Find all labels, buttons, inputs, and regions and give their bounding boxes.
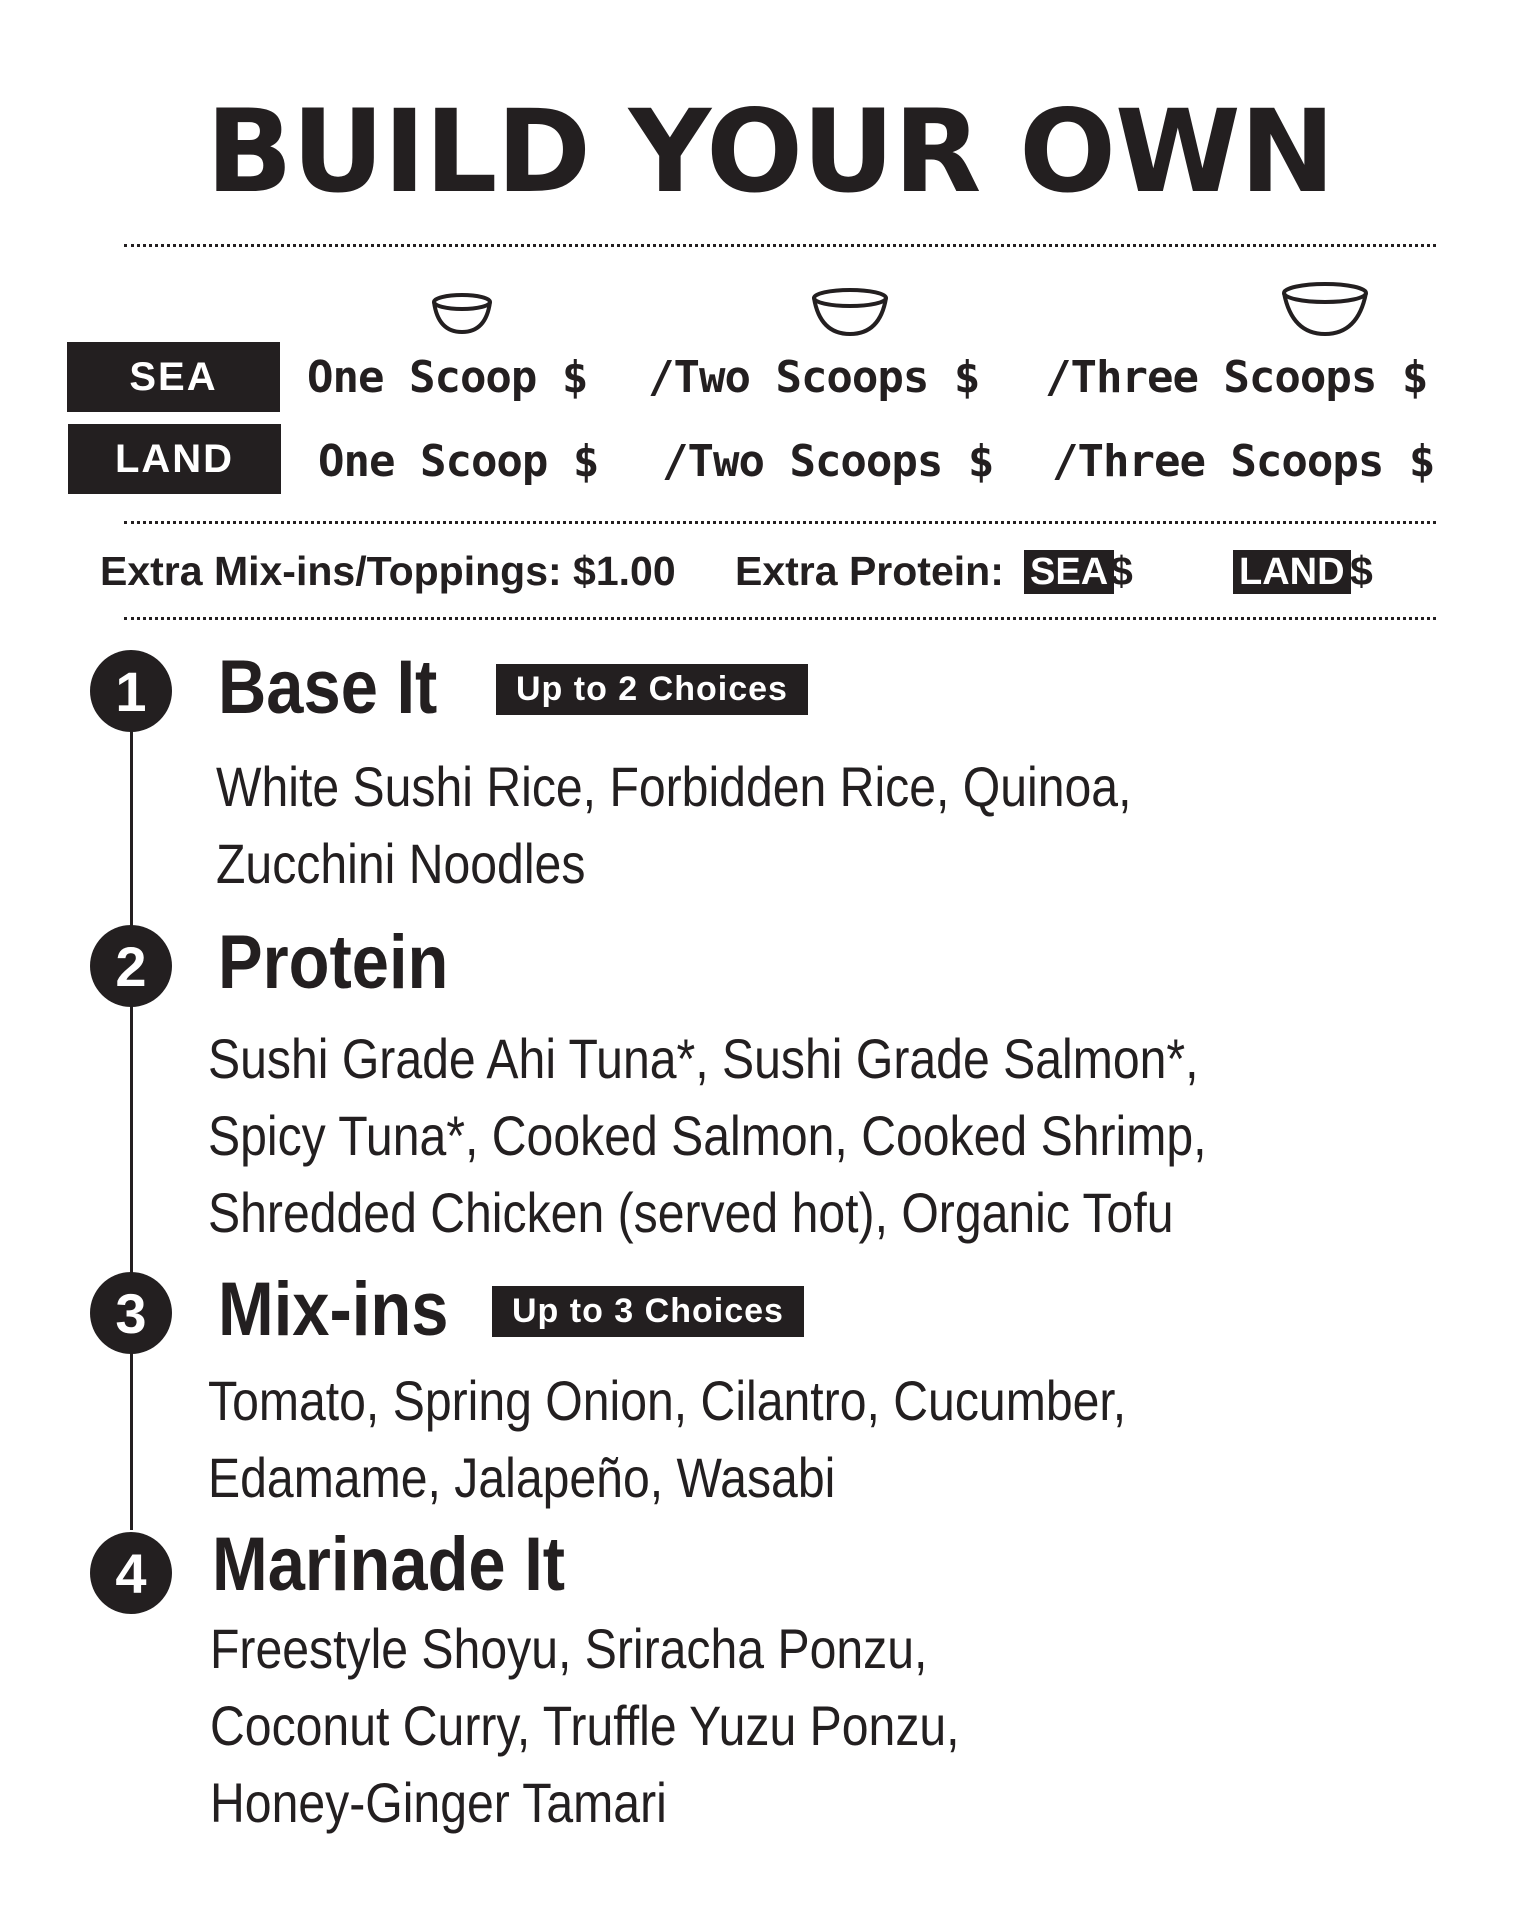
sea-two-scoops-price: /Two Scoops $ [648,352,980,403]
step-2-title: Protein [218,920,449,1005]
step-3-choices-badge: Up to 3 Choices [492,1286,804,1337]
divider [124,617,1436,620]
land-two-scoops-price: /Two Scoops $ [662,436,994,487]
divider [124,521,1436,524]
step-4-number: 4 [90,1532,172,1614]
step-2-number: 2 [90,925,172,1007]
step-1-items: White Sushi Rice, Forbidden Rice, Quinoa, Zucchini Noodles [216,755,1132,895]
step-3-number: 3 [90,1272,172,1354]
step-3-title: Mix-ins [218,1267,449,1352]
step-1-title: Base It [218,645,438,730]
land-one-scoop-price: One Scoop $ [318,436,599,487]
small-bowl-icon [430,292,494,336]
extra-protein-land-price: $ [1350,548,1373,594]
extra-protein-label: Extra Protein: [735,548,1004,594]
extra-protein-land-chip: LAND [1233,550,1351,594]
land-label: LAND [68,424,281,494]
extra-protein-sea-chip: SEA [1024,550,1114,594]
sea-three-scoops-price: /Three Scoops $ [1045,352,1428,403]
page-title: BUILD YOUR OWN [205,85,1335,218]
step-4-title: Marinade It [212,1522,566,1607]
large-bowl-icon [1280,280,1370,338]
sea-label: SEA [67,342,280,412]
sea-one-scoop-price: One Scoop $ [307,352,588,403]
step-2-items: Sushi Grade Ahi Tuna*, Sushi Grade Salmon*, Spicy Tuna*, Cooked Salmon, Cooked Shrimp, Shredded Chicken (served hot), Organic Tofu [208,1027,1207,1244]
step-1-choices-badge: Up to 2 Choices [496,664,808,715]
land-three-scoops-price: /Three Scoops $ [1052,436,1435,487]
step-4-items: Freestyle Shoyu, Sriracha Ponzu, Coconut Curry, Truffle Yuzu Ponzu, Honey-Ginger Tamari [210,1617,960,1834]
step-1-number: 1 [90,650,172,732]
extra-protein-sea-price: $ [1110,548,1133,594]
extra-mixins-price: Extra Mix-ins/Toppings: $1.00 [100,548,676,594]
step-timeline [130,700,133,1530]
step-3-items: Tomato, Spring Onion, Cilantro, Cucumber, Edamame, Jalapeño, Wasabi [208,1369,1127,1509]
medium-bowl-icon [810,286,890,338]
divider [124,244,1436,247]
